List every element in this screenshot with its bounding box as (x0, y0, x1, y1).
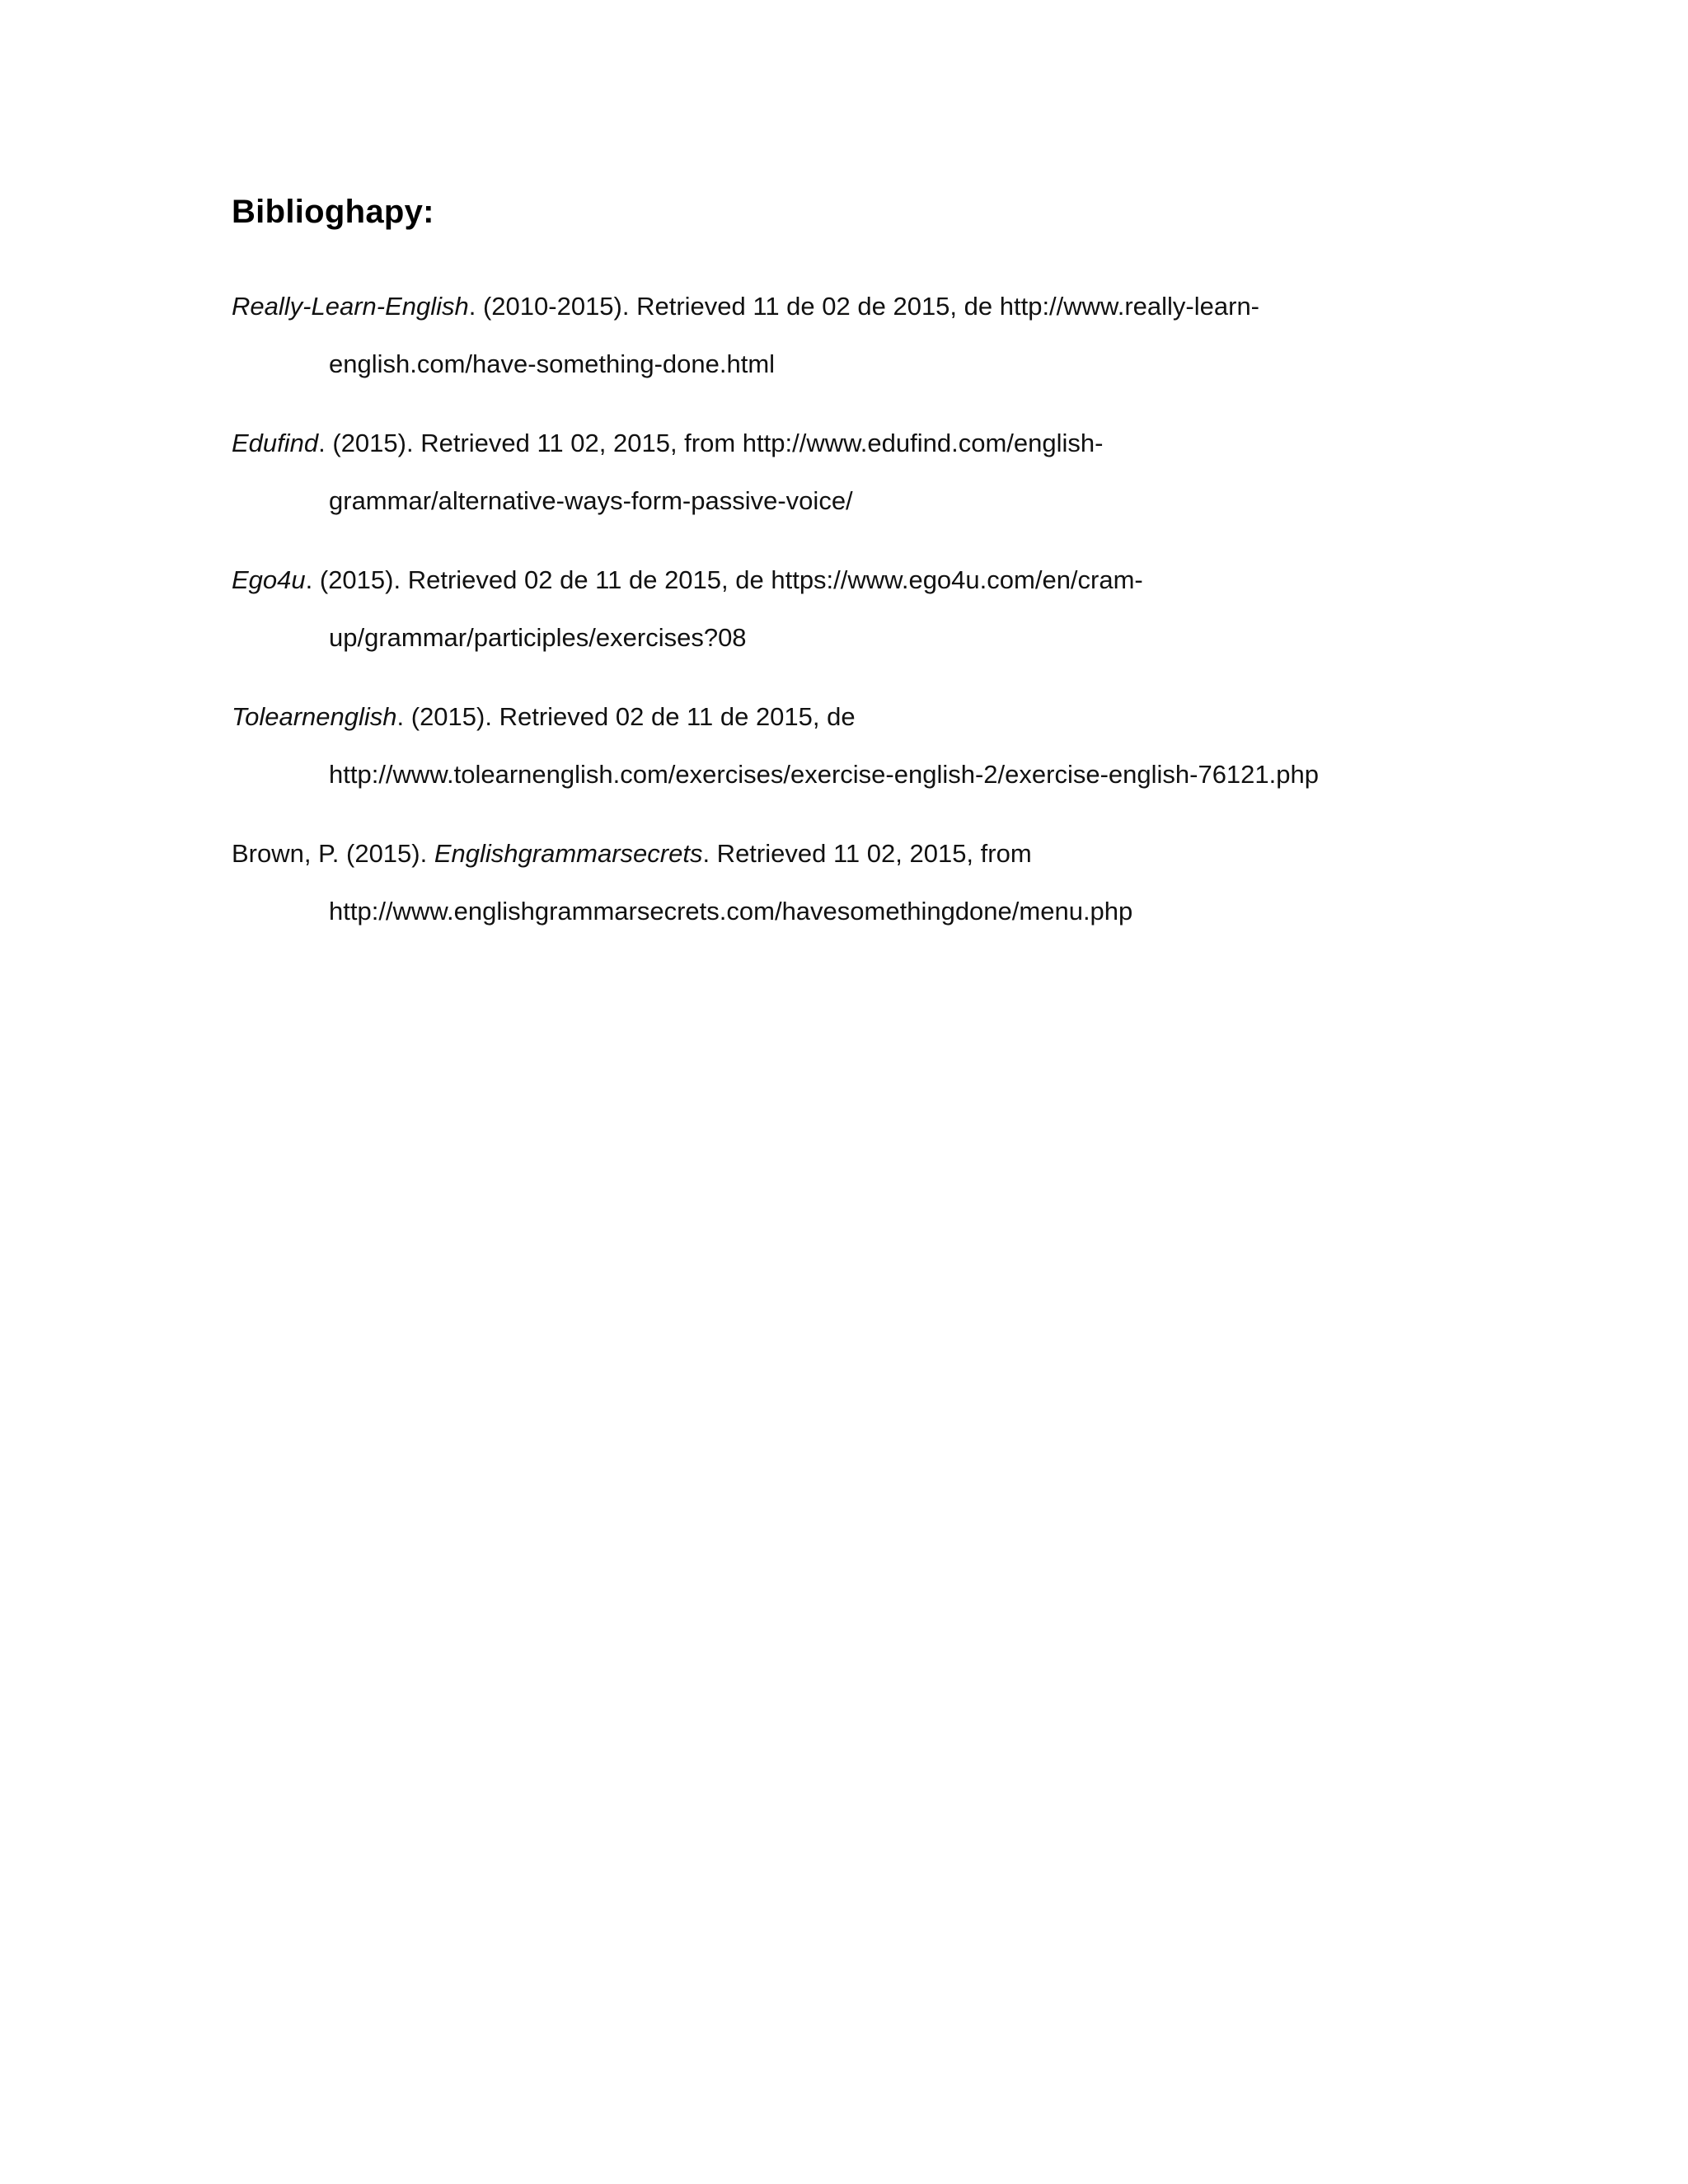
entry-first-line (232, 551, 1468, 609)
source-title: Ego4u (232, 565, 306, 594)
page-title: Biblioghapy: (232, 194, 434, 230)
entry-first-line (232, 415, 1468, 472)
citation-details: . (2015). Retrieved 11 02, 2015, from http://www.edufind.com/english- (318, 429, 1104, 457)
entry-first-line (232, 278, 1468, 335)
citation-details: . (2015). Retrieved 02 de 11 de 2015, de https://www.ego4u.com/en/cram- (305, 565, 1143, 594)
bibliography-entry (232, 551, 1468, 667)
citation-details: . (2010-2015). Retrieved 11 de 02 de 2015, de http://www.really-learn- (468, 292, 1260, 321)
source-title: Englishgrammarsecrets (434, 839, 703, 868)
entry-url-continuation: english.com/have-something-done.html (329, 349, 776, 378)
bibliography-entry (232, 415, 1468, 530)
entry-first-line (232, 825, 1468, 883)
bibliography-entry (232, 278, 1468, 393)
entry-first-line (232, 688, 1468, 746)
bibliography-entry (232, 825, 1468, 940)
author-and-year: Brown, P. (2015). (232, 839, 434, 868)
entry-url-continuation: http://www.englishgrammarsecrets.com/havesomethingdone/menu.php (329, 897, 1133, 926)
source-title: Tolearnenglish (232, 702, 397, 731)
citation-details: . (2015). Retrieved 02 de 11 de 2015, de (396, 702, 856, 731)
source-title: Edufind (232, 429, 319, 457)
entry-url-continuation: grammar/alternative-ways-form-passive-voice/ (329, 486, 853, 515)
entry-url-continuation: http://www.tolearnenglish.com/exercises/exercise-english-2/exercise-english-76121.php (329, 760, 1319, 789)
citation-details: . Retrieved 11 02, 2015, from (702, 839, 1032, 868)
bibliography-entry (232, 688, 1468, 804)
source-title: Really-Learn-English (232, 292, 469, 321)
entry-url-continuation: up/grammar/participles/exercises?08 (329, 623, 747, 652)
